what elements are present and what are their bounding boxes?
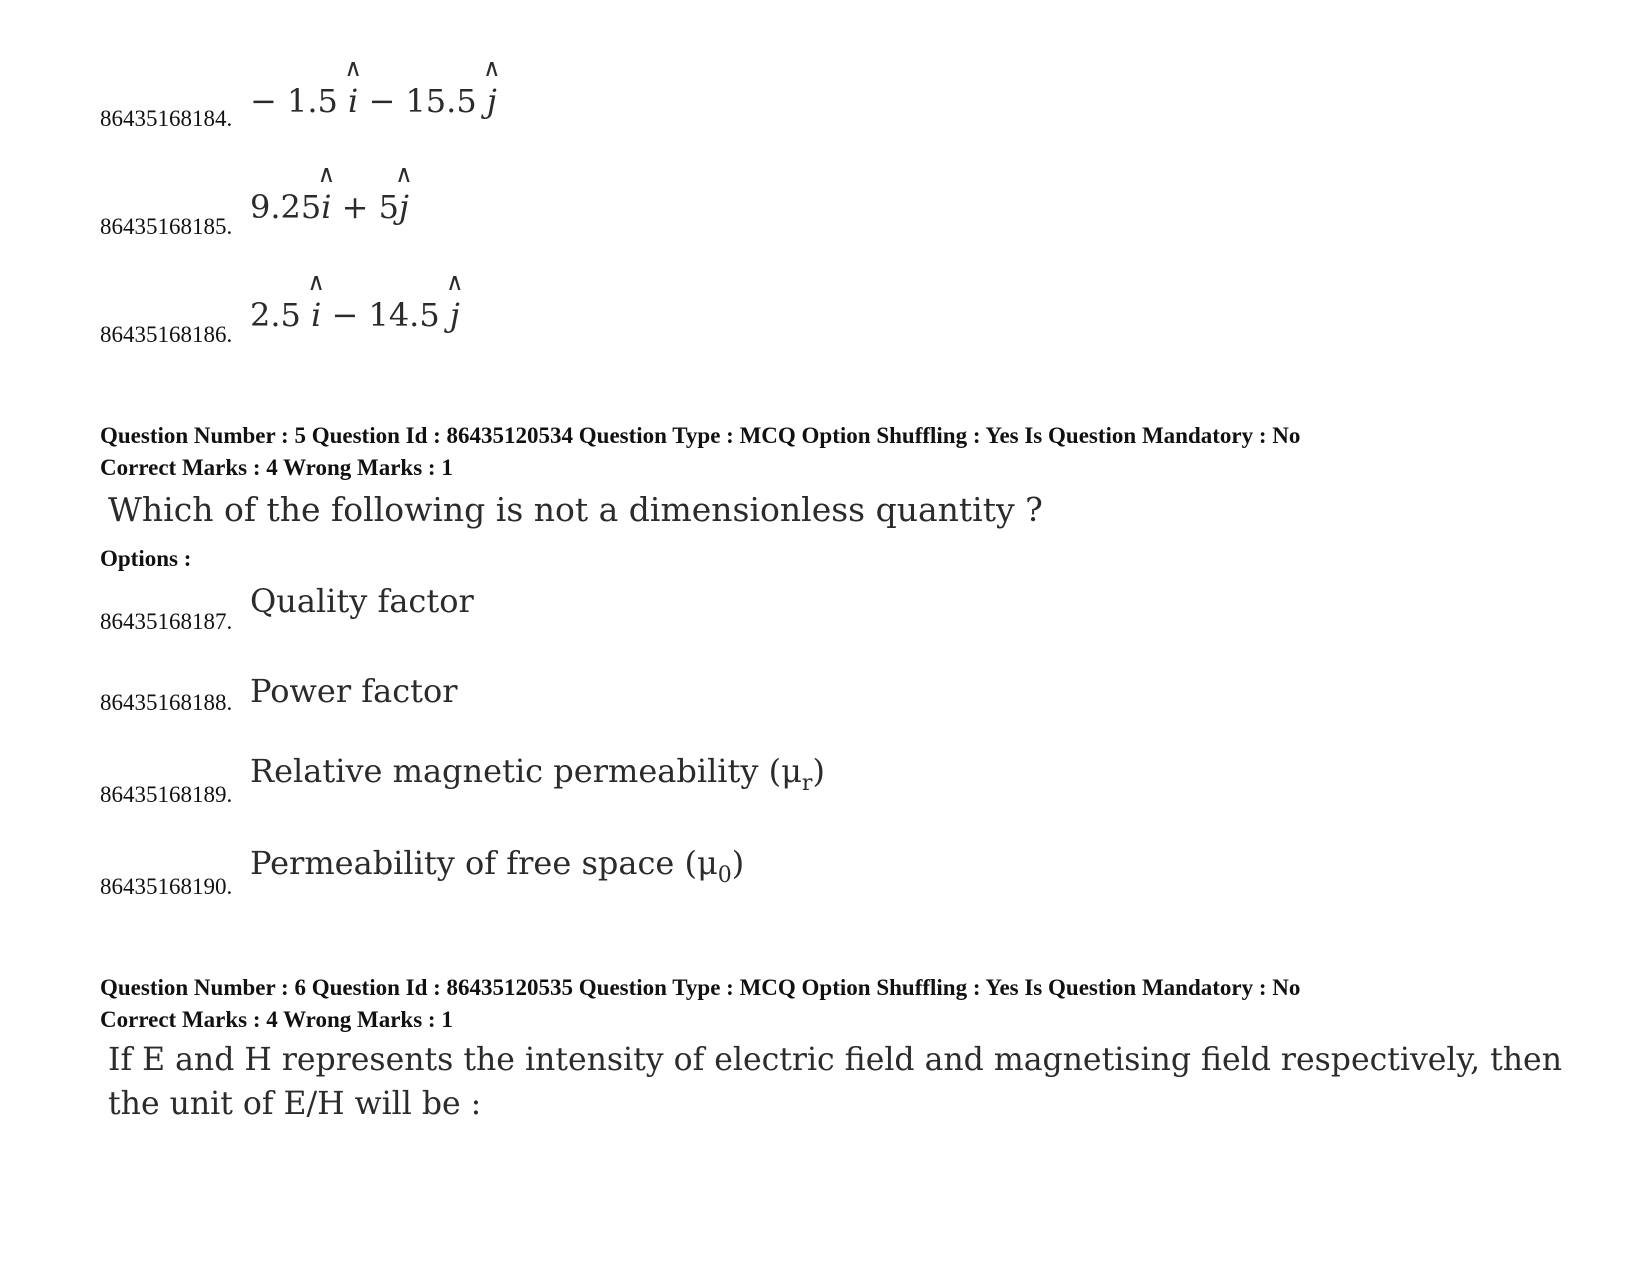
symbol-i: i — [311, 296, 322, 334]
question-meta-line: Question Number : 6 Question Id : 86435120535 Question Type : MCQ Option Shuffling : Yes Is Question Mandatory : No — [100, 975, 1301, 1000]
symbol-i: i — [321, 188, 332, 226]
option-id: 86435168187. — [100, 609, 233, 634]
option-id: 86435168190. — [100, 874, 233, 899]
coefficient-i: 9.25 — [250, 188, 322, 226]
hat-accent: ∧ — [307, 268, 325, 296]
unit-vector-j — [483, 54, 501, 120]
hat-accent: ∧ — [317, 160, 336, 188]
option-text: Quality factor — [250, 582, 474, 620]
option-id: 86435168188. — [100, 690, 233, 715]
hat-accent: ∧ — [446, 268, 464, 296]
coefficient-j: 15.5 — [405, 82, 477, 120]
option-id: 86435168184. — [100, 106, 233, 131]
option-id: 86435168189. — [100, 782, 233, 807]
question-text-line-2: the unit of E/H will be : — [108, 1086, 482, 1122]
closing-paren: ) — [812, 752, 825, 790]
question-text: Which of the following is not a dimensionless quantity ? — [108, 490, 1043, 529]
symbol-j: j — [399, 188, 409, 226]
option-text-with-symbol — [250, 752, 825, 796]
option-vector-expression — [250, 54, 501, 120]
unit-vector-i — [307, 268, 325, 334]
question-text-line-1: If E and H represents the intensity of electric field and magnetising field respectively, then — [108, 1042, 1562, 1078]
question-marks-line: Correct Marks : 4 Wrong Marks : 1 — [100, 1007, 453, 1032]
hat-accent: ∧ — [483, 54, 501, 82]
option-id: 86435168186. — [100, 322, 233, 347]
unit-vector-i — [317, 160, 336, 226]
coefficient-i: − 1.5 — [250, 82, 338, 120]
operator: − — [331, 296, 359, 334]
question-meta-line: Question Number : 5 Question Id : 86435120534 Question Type : MCQ Option Shuffling : Yes Is Question Mandatory : No — [100, 423, 1301, 448]
operator: − — [368, 82, 396, 120]
coefficient-i: 2.5 — [250, 296, 301, 334]
subscript: 0 — [717, 863, 732, 888]
option-vector-expression — [250, 268, 464, 334]
subscript: r — [801, 771, 813, 796]
closing-paren: ) — [731, 844, 745, 882]
unit-vector-j — [446, 268, 464, 334]
coefficient-j: 14.5 — [368, 296, 440, 334]
symbol-j: j — [486, 82, 497, 120]
coefficient-j: 5 — [378, 188, 399, 226]
symbol-i: i — [348, 82, 359, 120]
unit-vector-j — [395, 160, 413, 226]
option-text-with-symbol — [250, 844, 744, 888]
hat-accent: ∧ — [395, 160, 413, 188]
option-text: Power factor — [250, 672, 458, 710]
symbol-j: j — [449, 296, 460, 334]
option-id: 86435168185. — [100, 214, 233, 239]
unit-vector-i — [344, 54, 362, 120]
options-label: Options : — [100, 546, 192, 571]
option-text: Relative magnetic permeability (μ — [250, 752, 802, 790]
hat-accent: ∧ — [344, 54, 362, 82]
question-marks-line: Correct Marks : 4 Wrong Marks : 1 — [100, 455, 453, 480]
option-text: Permeability of free space (μ — [250, 844, 718, 882]
option-vector-expression — [250, 160, 413, 226]
operator: + — [341, 188, 369, 226]
